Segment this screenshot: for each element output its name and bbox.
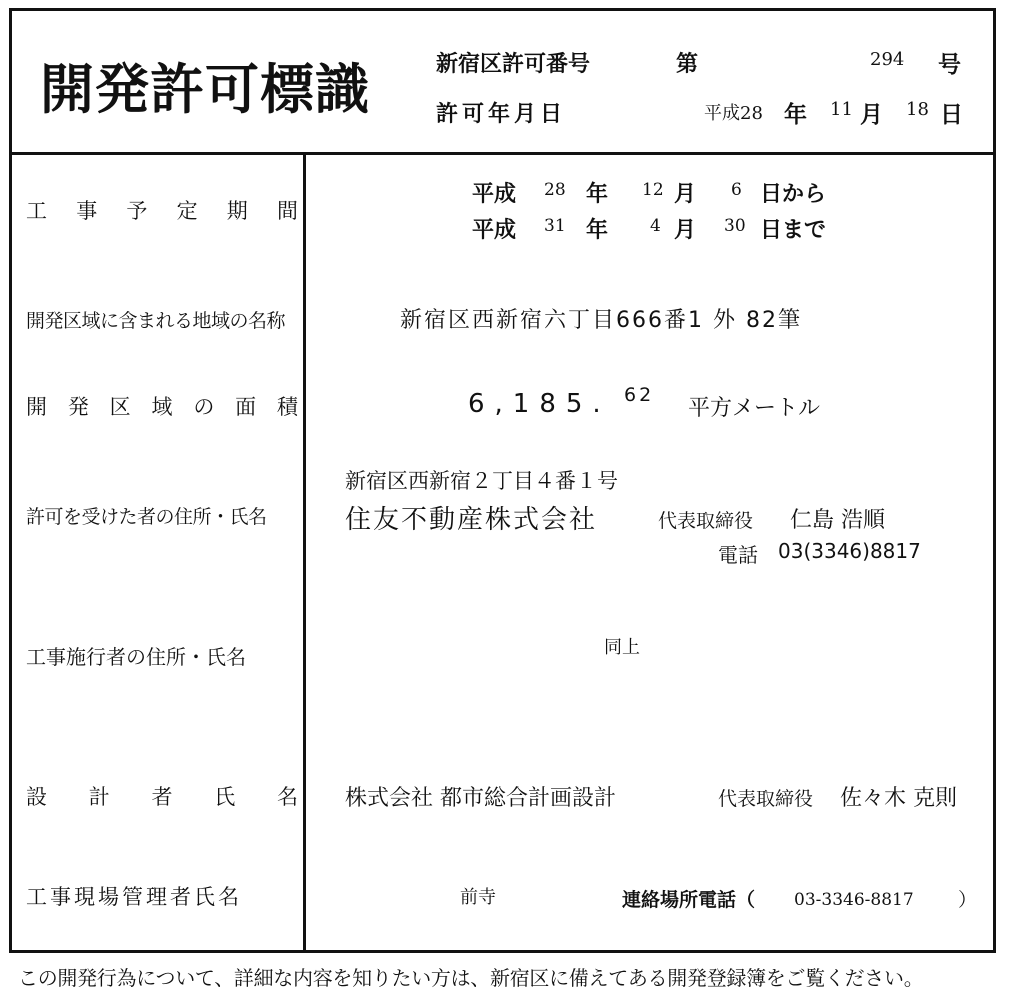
area-size-unit: 平方メートル bbox=[688, 396, 821, 421]
permit-number-prefix: 第 bbox=[676, 52, 699, 77]
footer-notice: この開発行為について、詳細な内容を知りたい方は、新宿区に備えてある開発登録簿をご覧ください。 bbox=[18, 966, 924, 990]
designer-label-char: 者 bbox=[151, 785, 173, 809]
permittee-company: 住友不動産株式会社 bbox=[345, 505, 598, 535]
end-month: 4 bbox=[650, 216, 661, 236]
permittee-address: 新宿区西新宿２丁目４番１号 bbox=[345, 469, 618, 493]
area-size-value: 6,185. bbox=[468, 389, 611, 419]
area-size-decimal: 62 bbox=[624, 384, 655, 406]
period-label-char: 間 bbox=[276, 199, 298, 223]
site-manager-name: 前寺 bbox=[460, 887, 496, 908]
permit-month-unit: 月 bbox=[860, 102, 883, 128]
area-size-label bbox=[26, 391, 298, 421]
period-label-char: 事 bbox=[76, 199, 98, 223]
header-divider bbox=[12, 152, 993, 155]
permit-date-label: 許可年月日 bbox=[436, 102, 567, 127]
period-label-char: 工 bbox=[26, 199, 47, 223]
permit-month: 11 bbox=[830, 99, 853, 120]
contractor-label: 工事施行者の住所・氏名 bbox=[26, 645, 246, 669]
end-month-unit: 月 bbox=[674, 218, 697, 243]
designer-label-char: 名 bbox=[277, 785, 298, 809]
designer-label-char: 氏 bbox=[214, 785, 236, 809]
area-name-label: 開発区域に含まれる地域の名称 bbox=[26, 310, 286, 332]
end-year-unit: 年 bbox=[586, 218, 609, 243]
permittee-phone: 03(3346)8817 bbox=[778, 539, 921, 563]
designer-label-char: 設 bbox=[26, 785, 47, 809]
sign-title: 開発許可標識 bbox=[40, 58, 370, 121]
start-year: 28 bbox=[544, 180, 566, 200]
contractor-value: 同上 bbox=[604, 637, 640, 658]
area-size-label-char: 積 bbox=[276, 395, 298, 419]
site-manager-label: 工事現場管理者氏名 bbox=[26, 885, 242, 909]
site-manager-phone: 03-3346-8817 bbox=[794, 890, 914, 910]
site-manager-contact-label: 連絡場所電話（ bbox=[622, 889, 756, 911]
start-era: 平成 bbox=[472, 182, 517, 207]
permit-day: 18 bbox=[906, 99, 929, 120]
start-day-suffix: 日から bbox=[760, 182, 827, 207]
column-divider bbox=[303, 152, 306, 950]
area-size-label-char: 発 bbox=[67, 395, 89, 419]
permittee-rep-title: 代表取締役 bbox=[658, 510, 754, 532]
period-label-char: 期 bbox=[226, 199, 248, 223]
permit-date-era: 平成28 bbox=[704, 103, 763, 124]
end-day: 30 bbox=[724, 216, 746, 236]
area-size-label-char: 面 bbox=[235, 395, 257, 419]
area-size-label-char: 区 bbox=[109, 395, 131, 419]
start-month: 12 bbox=[642, 180, 664, 200]
area-name-value: 新宿区西新宿六丁目666番1 外 82筆 bbox=[400, 308, 802, 333]
period-label-char: 定 bbox=[176, 199, 198, 223]
designer-label-char: 計 bbox=[88, 785, 110, 809]
start-year-unit: 年 bbox=[586, 182, 609, 207]
start-month-unit: 月 bbox=[674, 182, 697, 207]
period-label-char: 予 bbox=[126, 199, 148, 223]
site-manager-contact-close: ） bbox=[958, 889, 978, 911]
permit-number: 294 bbox=[870, 49, 905, 70]
area-size-label-char: 開 bbox=[26, 395, 47, 419]
permit-number-suffix: 号 bbox=[938, 52, 961, 78]
designer-label bbox=[26, 781, 298, 811]
designer-rep-title: 代表取締役 bbox=[718, 788, 814, 810]
permit-year-unit: 年 bbox=[784, 102, 807, 128]
permittee-label: 許可を受けた者の住所・氏名 bbox=[26, 506, 267, 528]
end-era: 平成 bbox=[472, 218, 517, 243]
development-permit-sign bbox=[9, 8, 996, 953]
start-day: 6 bbox=[731, 180, 742, 200]
end-year: 31 bbox=[544, 216, 566, 236]
end-day-suffix: 日まで bbox=[760, 218, 827, 243]
period-label bbox=[26, 195, 298, 225]
permit-number-label: 新宿区許可番号 bbox=[436, 52, 591, 77]
area-size-label-char: の bbox=[193, 395, 215, 419]
permittee-rep-name: 仁島 浩順 bbox=[790, 508, 885, 533]
area-size-label-char: 域 bbox=[151, 395, 173, 419]
permittee-phone-label: 電話 bbox=[718, 543, 758, 567]
designer-company: 株式会社 都市総合計画設計 bbox=[345, 786, 616, 811]
designer-rep-name: 佐々木 克則 bbox=[840, 786, 957, 811]
permit-day-unit: 日 bbox=[940, 102, 963, 128]
